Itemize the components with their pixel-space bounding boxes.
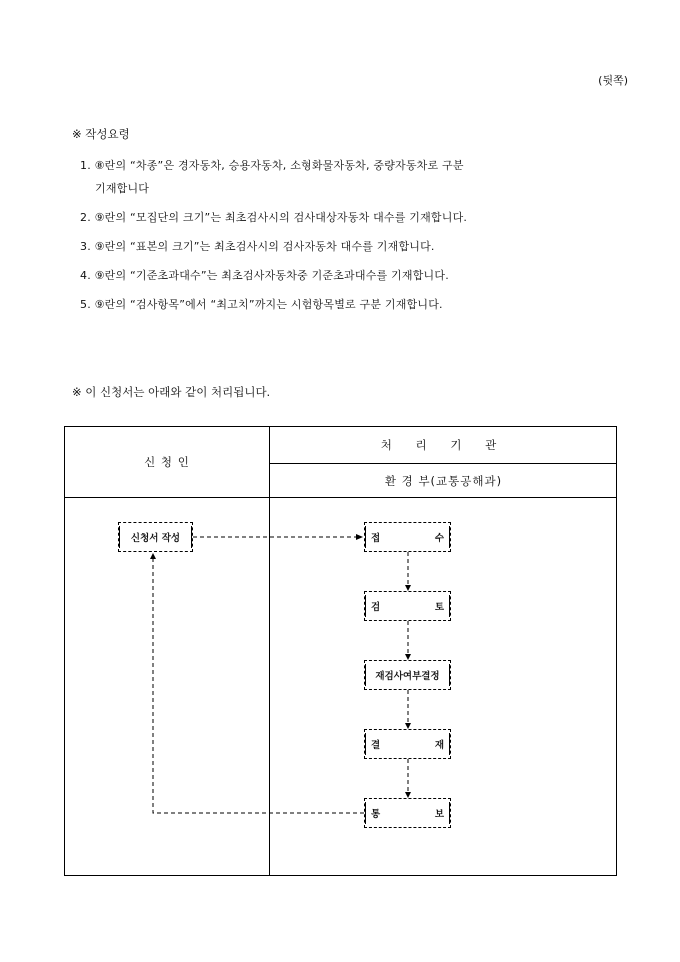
agency-name: 환 경 부(교통공해과): [384, 474, 503, 488]
arrowhead-review: [405, 585, 411, 591]
applicant-header: 신 청 인: [144, 455, 190, 469]
step-review-right: 토: [434, 602, 444, 613]
arrowhead-return: [150, 553, 156, 559]
step-notification-right: 보: [434, 809, 444, 820]
applicant-step-label: 신청서 작성: [130, 533, 181, 544]
note-item-1-continued: 기재합니다: [95, 182, 150, 195]
note-item-4: 4. ⑨란의 “기준초과대수”는 최초검사자동차중 기준초과대수를 기재합니다.: [80, 269, 449, 282]
arrowhead-approval: [405, 723, 411, 729]
step-notification-left: 통: [371, 809, 381, 820]
step-review-left: 검: [371, 602, 381, 613]
note-item-2: 2. ⑨란의 “모집단의 크기”는 최초검사시의 검사대상자동차 대수를 기재합니다.: [80, 211, 468, 224]
flow-connectors: [65, 427, 618, 877]
arrowhead-decision: [405, 654, 411, 660]
step-approval-right: 재: [434, 740, 444, 751]
agency-header: 처 리 기 관: [380, 438, 507, 452]
notes-title: ※ 작성요령: [72, 127, 130, 141]
step-reinspection-label: 재검사여부결정: [375, 671, 440, 682]
note-item-5: 5. ⑨란의 “검사항목”에서 “최고치”까지는 시험항목별로 구분 기재합니다.: [80, 298, 443, 311]
arrowhead-submit: [356, 534, 363, 540]
process-table: [64, 426, 617, 876]
note-item-3: 3. ⑨란의 “표본의 크기”는 최초검사시의 검사자동차 대수를 기재합니다.: [80, 240, 435, 253]
process-title: ※ 이 신청서는 아래와 같이 처리됩니다.: [72, 385, 271, 399]
step-receipt-left: 접: [371, 533, 381, 544]
page-label: (뒷쪽): [598, 74, 628, 87]
step-receipt-right: 수: [434, 533, 444, 544]
arrowhead-notification: [405, 792, 411, 798]
step-approval-left: 결: [371, 740, 381, 751]
connector-notification-return: [153, 559, 364, 813]
note-item-1: 1. ⑧란의 “차종”은 경자동차, 승용자동차, 소형화물자동차, 중량자동차로 구분: [80, 159, 464, 172]
